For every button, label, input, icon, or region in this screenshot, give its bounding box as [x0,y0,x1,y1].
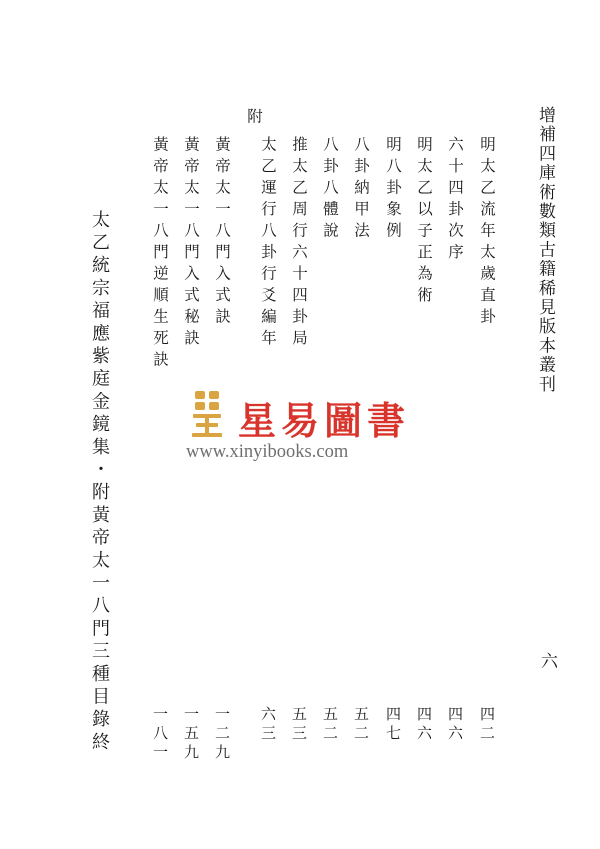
entry-8-page: 六三 [259,706,277,744]
entry-4: 明八卦象例 [384,136,402,244]
entry-7: 推太乙周行六十四卦局 [290,136,308,351]
catalog-end-line: 太乙統宗福應紫庭金鏡集・附黃帝太一八門三種目錄終 [89,210,110,755]
entry-7-page: 五三 [290,706,308,744]
appendix-entry-3-page: 一八一 [151,706,169,763]
entry-2-page: 四六 [446,706,464,744]
watermark-url: www.xinyibooks.com [186,442,349,462]
appendix-entry-1-page: 一二九 [213,706,231,763]
entry-3-page: 四六 [415,706,433,744]
entry-3: 明太乙以子正為術 [415,136,433,308]
appendix-entry-1: 黃帝太一八門入式訣 [213,136,231,330]
entry-5: 八卦納甲法 [352,136,370,244]
publisher-emblem-icon [190,388,224,440]
appendix-entry-3: 黃帝太一八門逆順生死訣 [151,136,169,373]
entry-1: 明太乙流年太歲直卦 [478,136,496,330]
appendix-label: 附 [245,108,263,124]
entry-8: 太乙運行八卦行爻編年 [259,136,277,351]
watermark-chinese-text: 星易圖書 [238,398,411,443]
entry-2: 六十四卦次序 [446,136,464,265]
appendix-entry-2: 黃帝太一八門入式秘訣 [182,136,200,351]
entry-6: 八卦八體說 [321,136,339,244]
entry-1-page: 四二 [478,706,496,744]
appendix-entry-2-page: 一五九 [182,706,200,763]
page-number: 六 [537,652,557,669]
entry-4-page: 四七 [384,706,402,744]
entry-6-page: 五二 [321,706,339,744]
series-title: 增補四庫術數類古籍稀見版本叢刊 [535,106,555,394]
entry-5-page: 五二 [352,706,370,744]
publisher-watermark [186,388,426,468]
